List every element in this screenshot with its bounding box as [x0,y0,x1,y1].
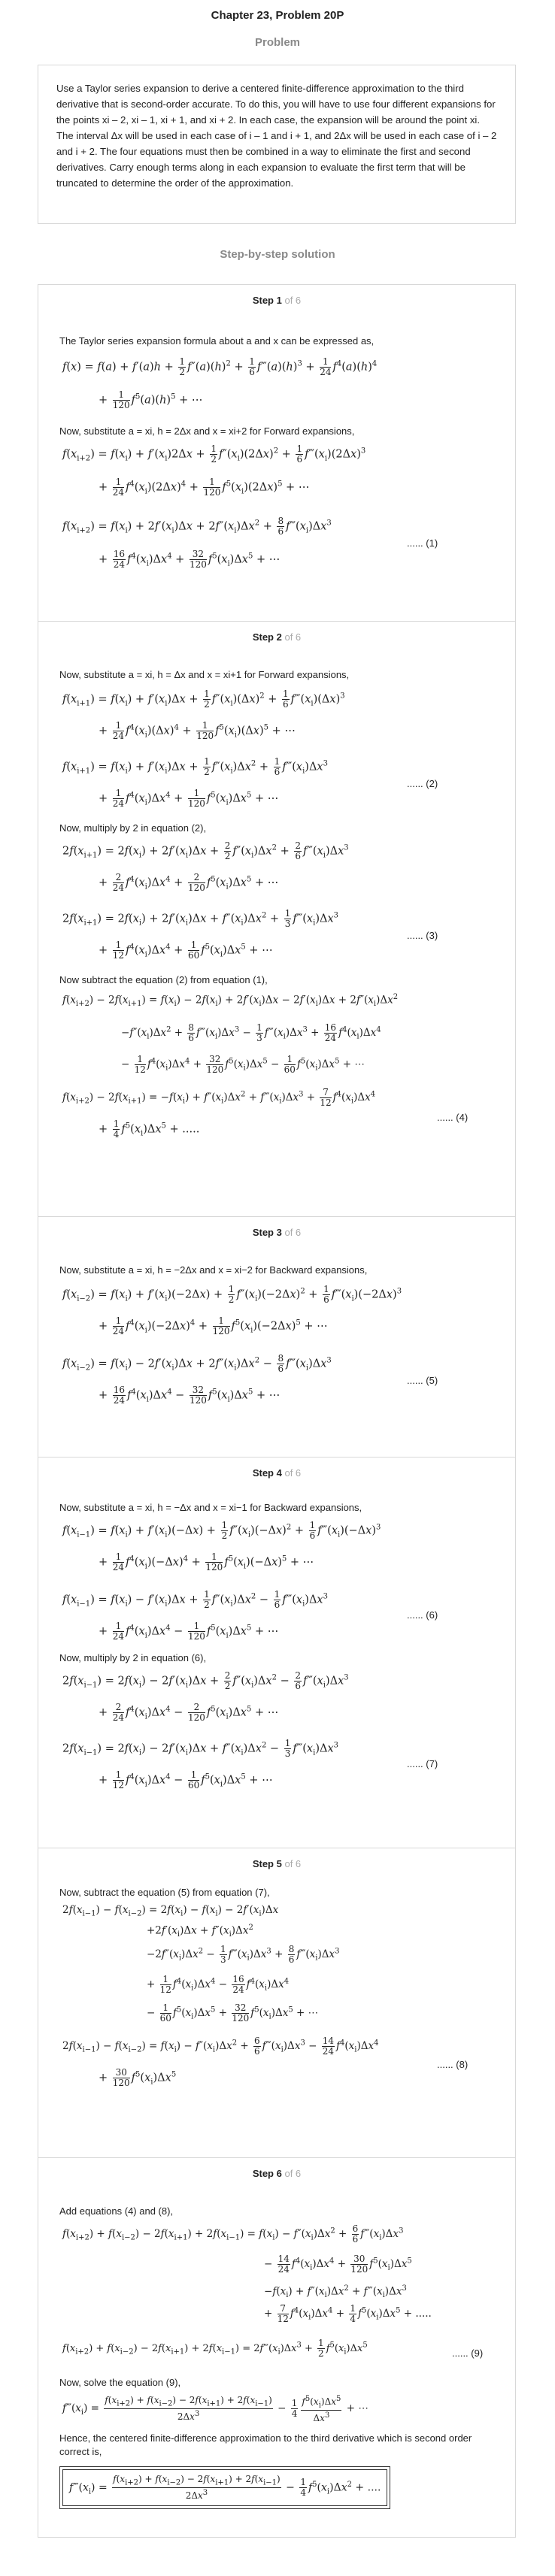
eq-1-cont: + $\frac{16}{24}$ $f^4(x_i)\Delta x^4$ + $\frac{32}{120}$ $f^5(x_i)\Delta x^5$ + ⋯ [99,549,281,570]
eq-step6-c: $-f(x_i) + f''(x_i)\Delta x^2$ + $f‴(x_i)\Delta x^3$ [264,2284,407,2300]
eq-step6-b: − $\frac{14}{24}$ $f^4(x_i)\Delta x^4$ + $\frac{30}{120}$ $f^5(x_i)\Delta x^5$ [264,2254,412,2275]
step-5-heading: Step 5 of 6 [252,1858,302,1869]
eq-number-9: ...... (9) [452,2347,484,2359]
eq-7-cont: + $\frac{1}{12}$ $f^4(x_i)\Delta x^4$ − $\frac{1}{60}$ $f^5(x_i)\Delta x^5$ + ⋯ [99,1769,273,1790]
eq-4: $f(x_{i+2}) - 2f(x_{i+1}) = -f(x_i) + f''(x_i)\Delta x^2$ + $f‴(x_i)\Delta x^3$ + $\frac{7}{12}$ $f^4(x_i)\Delta x^4$ [62,1087,376,1108]
eq-number-5: ...... (5) [407,1375,438,1386]
step-4-text-2: Now, multiply by 2 in equation (6), [59,1652,207,1663]
eq-number-7: ...... (7) [407,1758,438,1769]
eq-backward-dx-cont: + $\frac{1}{24}$ $f^4(x_i)(-\Delta x)^4$ + $\frac{1}{120}$ $f^5(x_i)(-\Delta x)^5$ + ⋯ [99,1551,314,1573]
eq-number-4: ...... (4) [437,1112,469,1123]
eq-2-cont: + $\frac{1}{24}$ $f^4(x_i)\Delta x^4$ + $\frac{1}{120}$ $f^5(x_i)\Delta x^5$ + ⋯ [99,788,279,809]
step-6-text-1: Add equations (4) and (8), [59,2205,174,2217]
problem-label: Problem [254,36,300,49]
final-answer-box [59,2466,390,2509]
step-1-heading: Step 1 of 6 [252,295,302,306]
eq-8-cont: + $\frac{30}{120}$ $f^5(x_i)\Delta x^5$ [99,2067,177,2088]
eq-forward-dx: $f(x_{i+1}) = f(x_i) + f'(x_i)\Delta x$ + $\frac{1}{2}$ $f''(x_i)(\Delta x)^2$ + $\frac{1}{6}$ $f‴(x_i)(\Delta x)^3$ [62,689,345,710]
eq-2-times-2-cont: + $\frac{2}{24}$ $f^4(x_i)\Delta x^4$ + $\frac{2}{120}$ $f^5(x_i)\Delta x^5$ + ⋯ [99,872,279,893]
step-6-text-2: Now, solve the equation (9), [59,2377,181,2388]
eq-4-cont: + $\frac{1}{4}$ $f^5(x_i)\Delta x^5$ + ..... [99,1118,200,1140]
eq-backward-2dx: $f(x_{i-2}) = f(x_i) + f'(x_i)(-2\Delta x)$ + $\frac{1}{2}$ $f''(x_i)(-2\Delta x)^2$ + $\frac{1}{6}$ $f‴(x_i)(-2\Delta x)^3$ [62,1284,402,1305]
eq-number-1: ...... (1) [407,537,438,549]
eq-solve: $f‴(x_i)$ = $\frac{f(x_{i+2}) + f(x_{i-2}) - 2f(x_{i+1}) + 2f(x_{i-1})}{2\Delta x^3}$ − $\frac{1}{4}$ $\frac{f^5(x_i)\Delta x^5}{\Delta x^3}$ + ⋯ [62,2395,368,2424]
eq-forward-dx-cont: + $\frac{1}{24}$ $f^4(x_i)(\Delta x)^4$ + $\frac{1}{120}$ $f^5(x_i)(\Delta x)^5$ + ⋯ [99,720,296,741]
step-2-heading: Step 2 of 6 [252,631,302,643]
step-6-text-3: Hence, the centered finite-difference approximation to the third derivative which is second order correct is, [59,2432,472,2457]
eq-8: $2f(x_{i-1}) - f(x_{i-2}) = f(x_i) - f''(x_i)\Delta x^2$ + $\frac{6}{6}$ $f‴(x_i)\Delta x^3$ − $\frac{14}{24}$ $f^4(x_i)\Delta x^4$ [62,2036,379,2057]
solution-label: Step-by-step solution [220,248,335,261]
eq-7: $2f(x_{i-1}) = 2f(x_i) - 2f'(x_i)\Delta x + f''(x_i)\Delta x^2$ − $\frac{1}{3}$ $f‴(x_i)\Delta x^3$ [62,1738,339,1759]
step-1 [38,284,516,621]
step-3 [38,1216,516,1457]
eq-forward-2dx: $f(x_{i+2}) = f(x_i) + f'(x_i)2\Delta x$ + $\frac{1}{2}$ $f''(x_i)(2\Delta x)^2$ + $\frac{1}{6}$ $f‴(x_i)(2\Delta x)^3$ [62,443,366,465]
eq-number-8: ...... (8) [437,2059,469,2070]
step-2-text-1: Now, substitute a = xi, h = Δx and x = xi+1 for Forward expansions, [59,669,350,680]
step-5 [38,1848,516,2157]
eq-number-6: ...... (6) [407,1609,438,1621]
eq-number-2: ...... (2) [407,778,438,789]
step-2 [38,621,516,1216]
problem-text: Use a Taylor series expansion to derive a centered finite-difference approximation to the third derivative that is second-order accurate. To do this, you will have to use four different expansions for the points xi – 2, xi – 1, xi + 1, and xi + 2. In each case, the expansion will be around the point xi. The interval Δx will be used in each case of i – 1 and i + 1, and 2Δx will be used in each case of i – 2 and i + 2. The four equations must then be combined in a way to eliminate the first and second derivatives. Carry enough terms along in each expansion to evaluate the first term that will be truncated to determine the order of the approximation. [56,83,497,189]
eq-3: $2f(x_{i+1}) = 2f(x_i) + 2f'(x_i)\Delta x + f''(x_i)\Delta x^2$ + $\frac{1}{3}$ $f‴(x_i)\Delta x^3$ [62,908,339,929]
eq-step6-d: + $\frac{7}{12}$ $f^4(x_i)\Delta x^4$ + $\frac{1}{4}$ $f^5(x_i)\Delta x^5$ + ..... [264,2303,432,2324]
eq-5: $f(x_{i-2}) = f(x_i) - 2f'(x_i)\Delta x + 2f''(x_i)\Delta x^2$ − $\frac{8}{6}$ $f‴(x_i)\Delta x^3$ [62,1353,332,1374]
eq-forward-2dx-cont: + $\frac{1}{24}$ $f^4(x_i)(2\Delta x)^4$ + $\frac{1}{120}$ $f^5(x_i)(2\Delta x)^5$ + ⋯ [99,477,310,498]
eq-backward-2dx-cont: + $\frac{1}{24}$ $f^4(x_i)(-2\Delta x)^4$ + $\frac{1}{120}$ $f^5(x_i)(-2\Delta x)^5$ + ⋯ [99,1315,328,1336]
taylor-formula: f(x) = f(a) + f′(a)h + $\frac{1}{2}$ $f''(a)(h)^2$ + $\frac{1}{6}$ $f‴(a)(h)^3$ + $\frac{1}{24}$ $f^4(a)(h)^4$ [62,356,378,377]
eq-step5-e: − $\frac{1}{60}$ $f^5(x_i)\Delta x^5$ + $\frac{32}{120}$ $f^5(x_i)\Delta x^5$ + ⋯ [147,2002,319,2024]
step-4 [38,1457,516,1848]
eq-2-times-2: $2f(x_{i+1}) = 2f(x_i) + 2f'(x_i)\Delta x$ + $\frac{2}{2}$ $f''(x_i)\Delta x^2$ + $\frac{2}{6}$ $f‴(x_i)\Delta x^3$ [62,840,349,861]
step-6-heading: Step 6 of 6 [252,2168,302,2179]
eq-3-cont: + $\frac{1}{12}$ $f^4(x_i)\Delta x^4$ + $\frac{1}{60}$ $f^5(x_i)\Delta x^5$ + ⋯ [99,940,273,961]
step-2-text-2: Now, multiply by 2 in equation (2), [59,822,207,834]
problem-box [38,65,516,224]
step-4-text-1: Now, substitute a = xi, h = −Δx and x = xi−1 for Backward expansions, [59,1502,362,1513]
step-2-text-3: Now subtract the equation (2) from equation (1), [59,974,268,985]
step-4-heading: Step 4 of 6 [252,1467,302,1479]
eq-subtract-b: $-f''(x_i)\Delta x^2$ + $\frac{8}{6}$ $f‴(x_i)\Delta x^3$ − $\frac{1}{3}$ $f‴(x_i)\Delta x^3$ + $\frac{16}{24}$ $f^4(x_i)\Delta x^4$ [121,1022,381,1043]
page-title: Chapter 23, Problem 20P [211,9,344,22]
step-1-text-2: Now, substitute a = xi, h = 2Δx and x = xi+2 for Forward expansions, [59,425,355,437]
eq-6-cont: + $\frac{1}{24}$ $f^4(x_i)\Delta x^4$ − $\frac{1}{120}$ $f^5(x_i)\Delta x^5$ + ⋯ [99,1621,279,1642]
eq-backward-dx: $f(x_{i-1}) = f(x_i) + f'(x_i)(-\Delta x)$ + $\frac{1}{2}$ $f''(x_i)(-\Delta x)^2$ + $\frac{1}{6}$ $f‴(x_i)(-\Delta x)^3$ [62,1520,381,1541]
eq-9: $f(x_{i+2}) + f(x_{i-2}) - 2f(x_{i+1}) + 2f(x_{i-1})$ = $2f‴(x_i)\Delta x^3$ + $\frac{1}{2}$ $f^5(x_i)\Delta x^5$ [62,2338,368,2359]
step-6 [38,2157,516,2538]
step-1-text-1: The Taylor series expansion formula about a and x can be expressed as, [59,335,375,347]
eq-number-3: ...... (3) [407,930,438,941]
eq-step5-a: $2f(x_{i-1}) - f(x_{i-2}) = 2f(x_i) - f(x_i) - 2f'(x_i)\Delta x$ [62,1904,279,1918]
step-5-text-1: Now, subtract the equation (5) from equation (7), [59,1887,270,1898]
eq-subtract-a: $f(x_{i+2}) - 2f(x_{i+1}) = f(x_i) - 2f(x_i) + 2f'(x_i)\Delta x - 2f'(x_i)\Delta x + 2f''(x_i)\Delta x^2$ [62,993,399,1009]
eq-step6-a: $f(x_{i+2}) + f(x_{i-2}) - 2f(x_{i+1}) + 2f(x_{i-1}) = f(x_i) - f''(x_i)\Delta x^2$ + $\frac{6}{6}$ $f‴(x_i)\Delta x^3$ [62,2223,404,2245]
eq-subtract-c: − $\frac{1}{12}$ $f^4(x_i)\Delta x^4$ + $\frac{32}{120}$ $f^5(x_i)\Delta x^5$ − $\frac{1}{60}$ $f^5(x_i)\Delta x^5$ + ⋯ [121,1054,365,1075]
step-3-heading: Step 3 of 6 [252,1227,302,1238]
final-answer: $f‴(x_i)$ = $\frac{f(x_{i+2}) + f(x_{i-2}) - 2f(x_{i+1}) + 2f(x_{i-1})}{2\Delta x^3}$ − $\frac{1}{4}$ $f^5(x_i)\Delta x^2$ + .... [62,2469,387,2506]
taylor-formula-cont: + $\frac{1}{120}$ $f^5(a)(h)^5$ + ⋯ [99,389,203,410]
eq-6-times-2: $2f(x_{i-1}) = 2f(x_i) - 2f'(x_i)\Delta x$ + $\frac{2}{2}$ $f''(x_i)\Delta x^2$ − $\frac{2}{6}$ $f‴(x_i)\Delta x^3$ [62,1670,349,1691]
eq-2: $f(x_{i+1}) = f(x_i) + f'(x_i)\Delta x$ + $\frac{1}{2}$ $f''(x_i)\Delta x^2$ + $\frac{1}{6}$ $f‴(x_i)\Delta x^3$ [62,756,328,777]
step-3-text-1: Now, substitute a = xi, h = −2Δx and x = xi−2 for Backward expansions, [59,1264,368,1276]
eq-6-times-2-cont: + $\frac{2}{24}$ $f^4(x_i)\Delta x^4$ − $\frac{2}{120}$ $f^5(x_i)\Delta x^5$ + ⋯ [99,1702,279,1723]
eq-1: $f(x_{i+2}) = f(x_i) + 2f'(x_i)\Delta x + 2f''(x_i)\Delta x^2$ + $\frac{8}{6}$ $f‴(x_i)\Delta x^3$ [62,516,332,537]
eq-step5-c: $-2f''(x_i)\Delta x^2$ − $\frac{1}{3}$ $f‴(x_i)\Delta x^3$ + $\frac{8}{6}$ $f‴(x_i)\Delta x^3$ [147,1944,340,1965]
eq-6: $f(x_{i-1}) = f(x_i) - f'(x_i)\Delta x$ + $\frac{1}{2}$ $f''(x_i)\Delta x^2$ − $\frac{1}{6}$ $f‴(x_i)\Delta x^3$ [62,1589,328,1610]
eq-step5-b: $+2f'(x_i)\Delta x + f''(x_i)\Delta x^2$ [147,1924,253,1939]
eq-step5-d: + $\frac{1}{12}$ $f^4(x_i)\Delta x^4$ − $\frac{16}{24}$ $f^4(x_i)\Delta x^4$ [147,1974,290,1995]
eq-5-cont: + $\frac{16}{24}$ $f^4(x_i)\Delta x^4$ − $\frac{32}{120}$ $f^5(x_i)\Delta x^5$ + ⋯ [99,1385,281,1406]
